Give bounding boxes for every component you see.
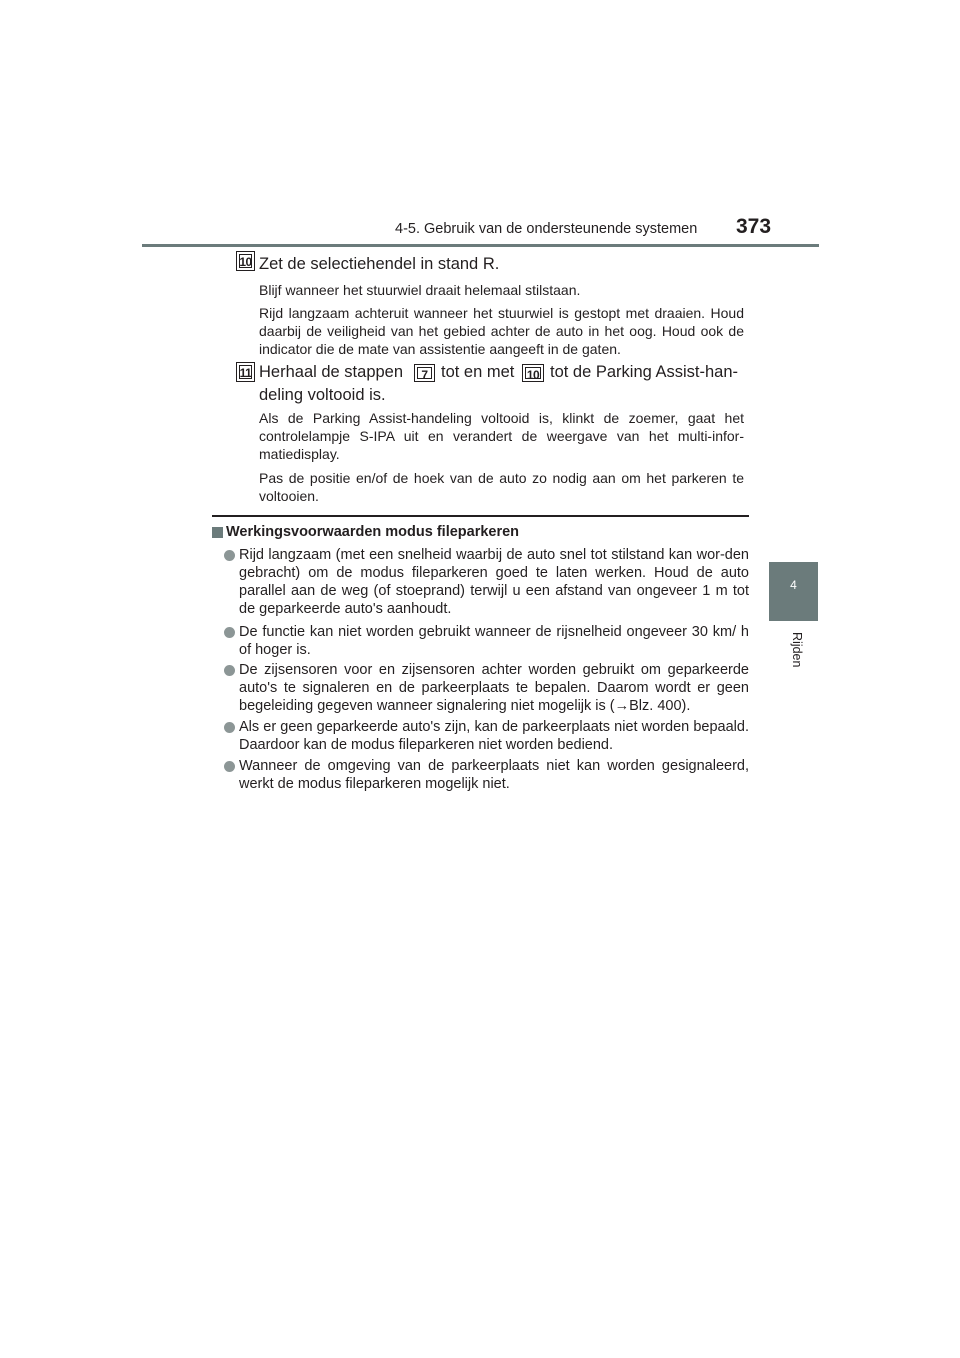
step-title-continued: tot en met (441, 363, 515, 381)
bullet-dot-icon (224, 761, 235, 772)
bullet-dot-icon (224, 627, 235, 638)
step-note: Als de Parking Assist-handeling voltooid is, klinkt de zoemer, gaat het controlelampje S-IPA uit en verandert de weergave van het multi-infor-matiedisplay. (259, 410, 744, 462)
step-title: Herhaal de stappen (259, 363, 404, 381)
step-note: Rijd langzaam achteruit wanneer het stuurwiel is gestopt met draaien. Houd daarbij de veiligheid van het gebied achter de auto in het oog. Houd ook de indicator die de mate van assistentie aangeeft in de gaten. (259, 305, 744, 357)
step-number-badge: 10 (236, 251, 255, 271)
list-item: Wanneer de omgeving van de parkeerplaats niet kan worden gesignaleerd, werkt de modus fileparkeren mogelijk niet. (239, 758, 749, 792)
section-divider (212, 515, 749, 517)
list-item: De zijsensoren voor en zijsensoren achter worden gebruikt om geparkeerde auto's te signaleren en de parkeerplaats te bepalen. Daarom wordt er geen begeleiding gegeven wanneer signalering niet mogelijk is (→Blz. 400). (239, 662, 749, 714)
section-heading: Werkingsvoorwaarden modus fileparkeren (226, 524, 520, 540)
section-square-icon (212, 527, 223, 538)
step-reference-badge: 7 (414, 364, 435, 382)
header-rule (142, 244, 819, 247)
bullet-dot-icon (224, 550, 235, 561)
step-note: Pas de positie en/of de hoek van de auto zo nodig aan om het parkeren te voltooien. (259, 470, 744, 504)
chapter-tab-number: 4 (790, 578, 797, 592)
list-item: De functie kan niet worden gebruikt wanneer de rijsnelheid ongeveer 30 km/ h of hoger is. (239, 624, 749, 658)
step-title: Zet de selectiehendel in stand R. (259, 255, 500, 273)
step-reference-badge: 10 (522, 364, 544, 382)
step-number-badge: 11 (236, 362, 255, 382)
page-number: 373 (736, 215, 772, 238)
list-item: Rijd langzaam (met een snelheid waarbij de auto snel tot stilstand kan wor-den gebracht) om de modus fileparkeren goed te laten werken. Houd de auto parallel aan de weg (of stoeprand) terwijl u een afstand van ongeveer 1 m tot de geparkeerde auto's aanhoudt. (239, 547, 749, 617)
bullet-dot-icon (224, 665, 235, 676)
chapter-section-title: 4-5. Gebruik van de ondersteunende systemen (395, 221, 698, 237)
bullet-dot-icon (224, 722, 235, 733)
chapter-tab-label: Rijden (790, 632, 804, 668)
step-title-continued: deling voltooid is. (259, 386, 386, 404)
step-note: Blijf wanneer het stuurwiel draait helemaal stilstaan. (259, 282, 581, 298)
list-item: Als er geen geparkeerde auto's zijn, kan de parkeerplaats niet worden bepaald. Daardoor kan de modus fileparkeren niet worden bediend. (239, 719, 749, 753)
step-title-continued: tot de Parking Assist-han- (550, 363, 739, 381)
